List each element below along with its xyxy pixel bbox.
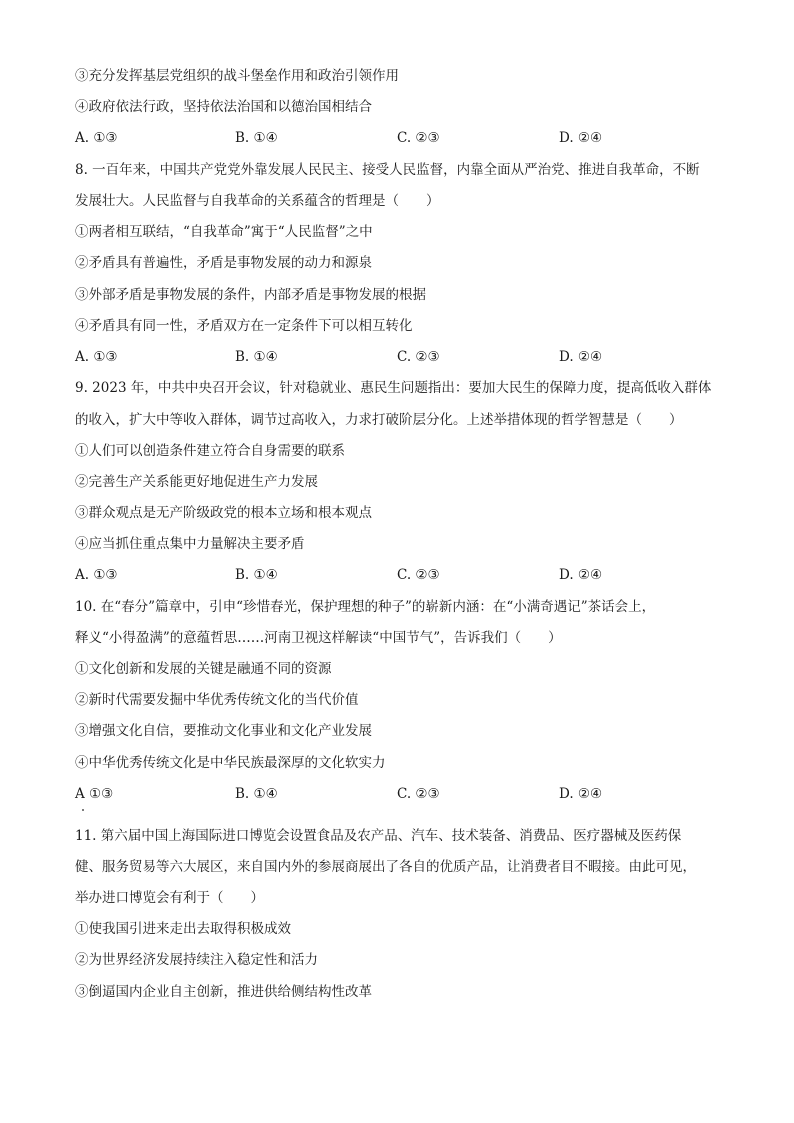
q10-stem-line-2: 释义“小得盈满”的意蕴哲思……河南卫视这样解读“中国节气”，告诉我们（ ） — [75, 630, 562, 646]
q9-options — [75, 566, 725, 584]
q10-option-b: B. ①④ — [235, 786, 278, 802]
q10-choice-1: ①文化创新和发展的关键是融通不同的资源 — [75, 661, 332, 677]
q10-options — [75, 785, 725, 803]
q10-choice-2: ②新时代需要发掘中华优秀传统文化的当代价值 — [75, 692, 359, 708]
q9-choice-1: ①人们可以创造条件建立符合自身需要的联系 — [75, 443, 345, 459]
stray-dot-mark — [82, 809, 84, 811]
q7-option-d: D. ②④ — [559, 130, 603, 146]
q11-choice-2: ②为世界经济发展持续注入稳定性和活力 — [75, 952, 318, 968]
q9-choice-4: ④应当抓住重点集中力量解决主要矛盾 — [75, 536, 305, 552]
q8-option-d: D. ②④ — [559, 349, 603, 365]
q9-option-d: D. ②④ — [559, 567, 603, 583]
q10-option-d: D. ②④ — [559, 786, 603, 802]
q9-option-a: A. ①③ — [75, 567, 118, 583]
q8-stem-line-2: 发展壮大。人民监督与自我革命的关系蕴含的哲理是（ ） — [75, 193, 440, 209]
q8-option-a: A. ①③ — [75, 349, 118, 365]
q9-option-b: B. ①④ — [235, 567, 278, 583]
q7-options — [75, 129, 725, 147]
q11-stem-line-1: 11. 第六届中国上海国际进口博览会设置食品及农产品、汽车、技术装备、消费品、医疗器械及医药保 — [75, 828, 682, 844]
q8-option-b: B. ①④ — [235, 349, 278, 365]
q9-choice-3: ③群众观点是无产阶级政党的根本立场和根本观点 — [75, 505, 372, 521]
q10-option-a: A ①③ — [75, 786, 114, 802]
q10-choice-4: ④中华优秀传统文化是中华民族最深厚的文化软实力 — [75, 755, 386, 771]
q9-option-c: C. ②③ — [397, 567, 440, 583]
q11-choice-1: ①使我国引进来走出去取得积极成效 — [75, 921, 291, 937]
q10-option-c: C. ②③ — [397, 786, 440, 802]
q9-choice-2: ②完善生产关系能更好地促进生产力发展 — [75, 474, 318, 490]
q8-choice-3: ③外部矛盾是事物发展的条件，内部矛盾是事物发展的根据 — [75, 287, 426, 303]
q8-option-c: C. ②③ — [397, 349, 440, 365]
q7-choice-3: ③充分发挥基层党组织的战斗堡垒作用和政治引领作用 — [75, 68, 399, 84]
q8-choice-4: ④矛盾具有同一性，矛盾双方在一定条件下可以相互转化 — [75, 318, 413, 334]
q11-stem-line-3: 举办进口博览会有利于（ ） — [75, 890, 264, 906]
q9-stem-line-1: 9. 2023 年，中共中央召开会议，针对稳就业、惠民生问题指出：要加大民生的保障力度，提高低收入群体 — [75, 380, 712, 396]
q8-choice-1: ①两者相互联结，“自我革命”寓于“人民监督”之中 — [75, 224, 373, 240]
q9-stem-line-2: 的收入，扩大中等收入群体，调节过高收入，力求打破阶层分化。上述举措体现的哲学智慧是（ ） — [75, 412, 683, 428]
q11-stem-line-2: 健、服务贸易等六大展区，来自国内外的参展商展出了各自的优质产品，让消费者目不暇接。由此可见， — [75, 859, 696, 875]
q8-stem-line-1: 8. 一百年来，中国共产党党外靠发展人民民主、接受人民监督，内靠全面从严治党、推进自我革命，不断 — [75, 162, 700, 178]
q7-option-b: B. ①④ — [235, 130, 278, 146]
q7-choice-4: ④政府依法行政，坚持依法治国和以德治国相结合 — [75, 99, 372, 115]
q10-choice-3: ③增强文化自信，要推动文化事业和文化产业发展 — [75, 723, 372, 739]
q7-option-a: A. ①③ — [75, 130, 118, 146]
q8-choice-2: ②矛盾具有普遍性，矛盾是事物发展的动力和源泉 — [75, 255, 372, 271]
q8-options — [75, 348, 725, 366]
q11-choice-3: ③倒逼国内企业自主创新，推进供给侧结构性改革 — [75, 984, 372, 1000]
q7-option-c: C. ②③ — [397, 130, 440, 146]
q10-stem-line-1: 10. 在“春分”篇章中，引申“珍惜春光，保护理想的种子”的崭新内涵：在“小满奇遇记”茶话会上， — [75, 599, 656, 615]
